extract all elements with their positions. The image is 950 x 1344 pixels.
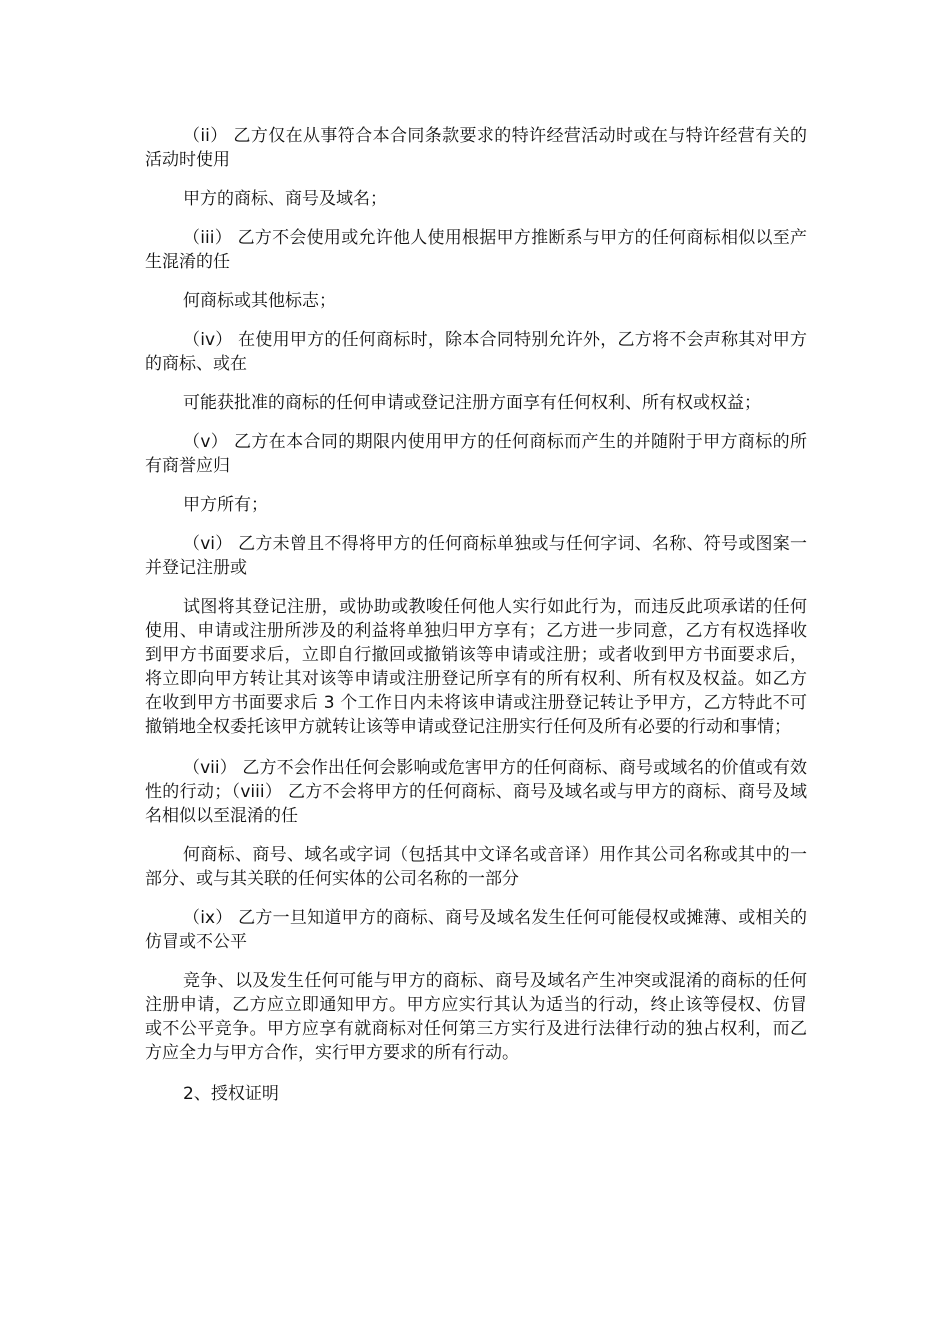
paragraph-ii: （ii） 乙方仅在从事符合本合同条款要求的特许经营活动时或在与特许经营有关的活动时使用 [145,126,807,170]
paragraph-iv: （iv） 在使用甲方的任何商标时，除本合同特别允许外，乙方将不会声称其对甲方的商标、或在 [145,330,807,374]
paragraph-ix: （ix） 乙方一旦知道甲方的商标、商号及域名发生任何可能侵权或摊薄、或相关的仿冒或不公平 [145,908,807,952]
paragraph-iii: （iii） 乙方不会使用或允许他人使用根据甲方推断系与甲方的任何商标相似以至产生混淆的任 [145,228,807,272]
document-body [145,124,807,1121]
paragraph-vii-viii: （vii） 乙方不会作出任何会影响或危害甲方的任何商标、商号或域名的价值或有效性的行动；（viii） 乙方不会将甲方的任何商标、商号及域名或与甲方的商标、商号及域名相似以至混淆的任 [145,758,807,826]
paragraph-ix-continued: 竞争、以及发生任何可能与甲方的商标、商号及域名产生冲突或混淆的商标的任何注册申请，乙方应立即通知甲方。甲方应实行其认为适当的行动，终止该等侵权、仿冒或不公平竞争。甲方应享有就商标对任何第三方实行及进行法律行动的独占权利，而乙方应全力与甲方合作，实行甲方要求的所有行动。 [145,971,807,1063]
paragraph-vi: （vi） 乙方未曾且不得将甲方的任何商标单独或与任何字词、名称、符号或图案一并登记注册或 [145,534,807,578]
paragraph-iii-continued: 何商标或其他标志； [183,291,336,311]
paragraph-ii-continued: 甲方的商标、商号及域名； [183,189,387,209]
section-heading-authorization-proof: 2、授权证明 [183,1084,279,1104]
paragraph-iv-continued: 可能获批准的商标的任何申请或登记注册方面享有任何权利、所有权或权益； [183,393,761,413]
paragraph-vi-continued: 试图将其登记注册，或协助或教唆任何他人实行如此行为，而违反此项承诺的任何使用、申请或注册所涉及的利益将单独归甲方享有；乙方进一步同意，乙方有权选择收到甲方书面要求后，立即自行撤回或撤销该等申请或注册；或者收到甲方书面要求后，将立即向甲方转让其对该等申请或注册登记所享有的所有权利、所有权及权益。如乙方在收到甲方书面要求后 3 个工作日内未将该申请或注册登记转让予甲方，乙方特此不可撤销地全权委托该甲方就转让该等申请或登记注册实行任何及所有必要的行动和事情； [145,597,807,737]
paragraph-viii-continued: 何商标、商号、域名或字词（包括其中文译名或音译）用作其公司名称或其中的一部分、或与其关联的任何实体的公司名称的一部分 [145,845,807,889]
paragraph-v: （v） 乙方在本合同的期限内使用甲方的任何商标而产生的并随附于甲方商标的所有商誉应归 [145,432,807,476]
paragraph-v-continued: 甲方所有； [183,495,268,515]
